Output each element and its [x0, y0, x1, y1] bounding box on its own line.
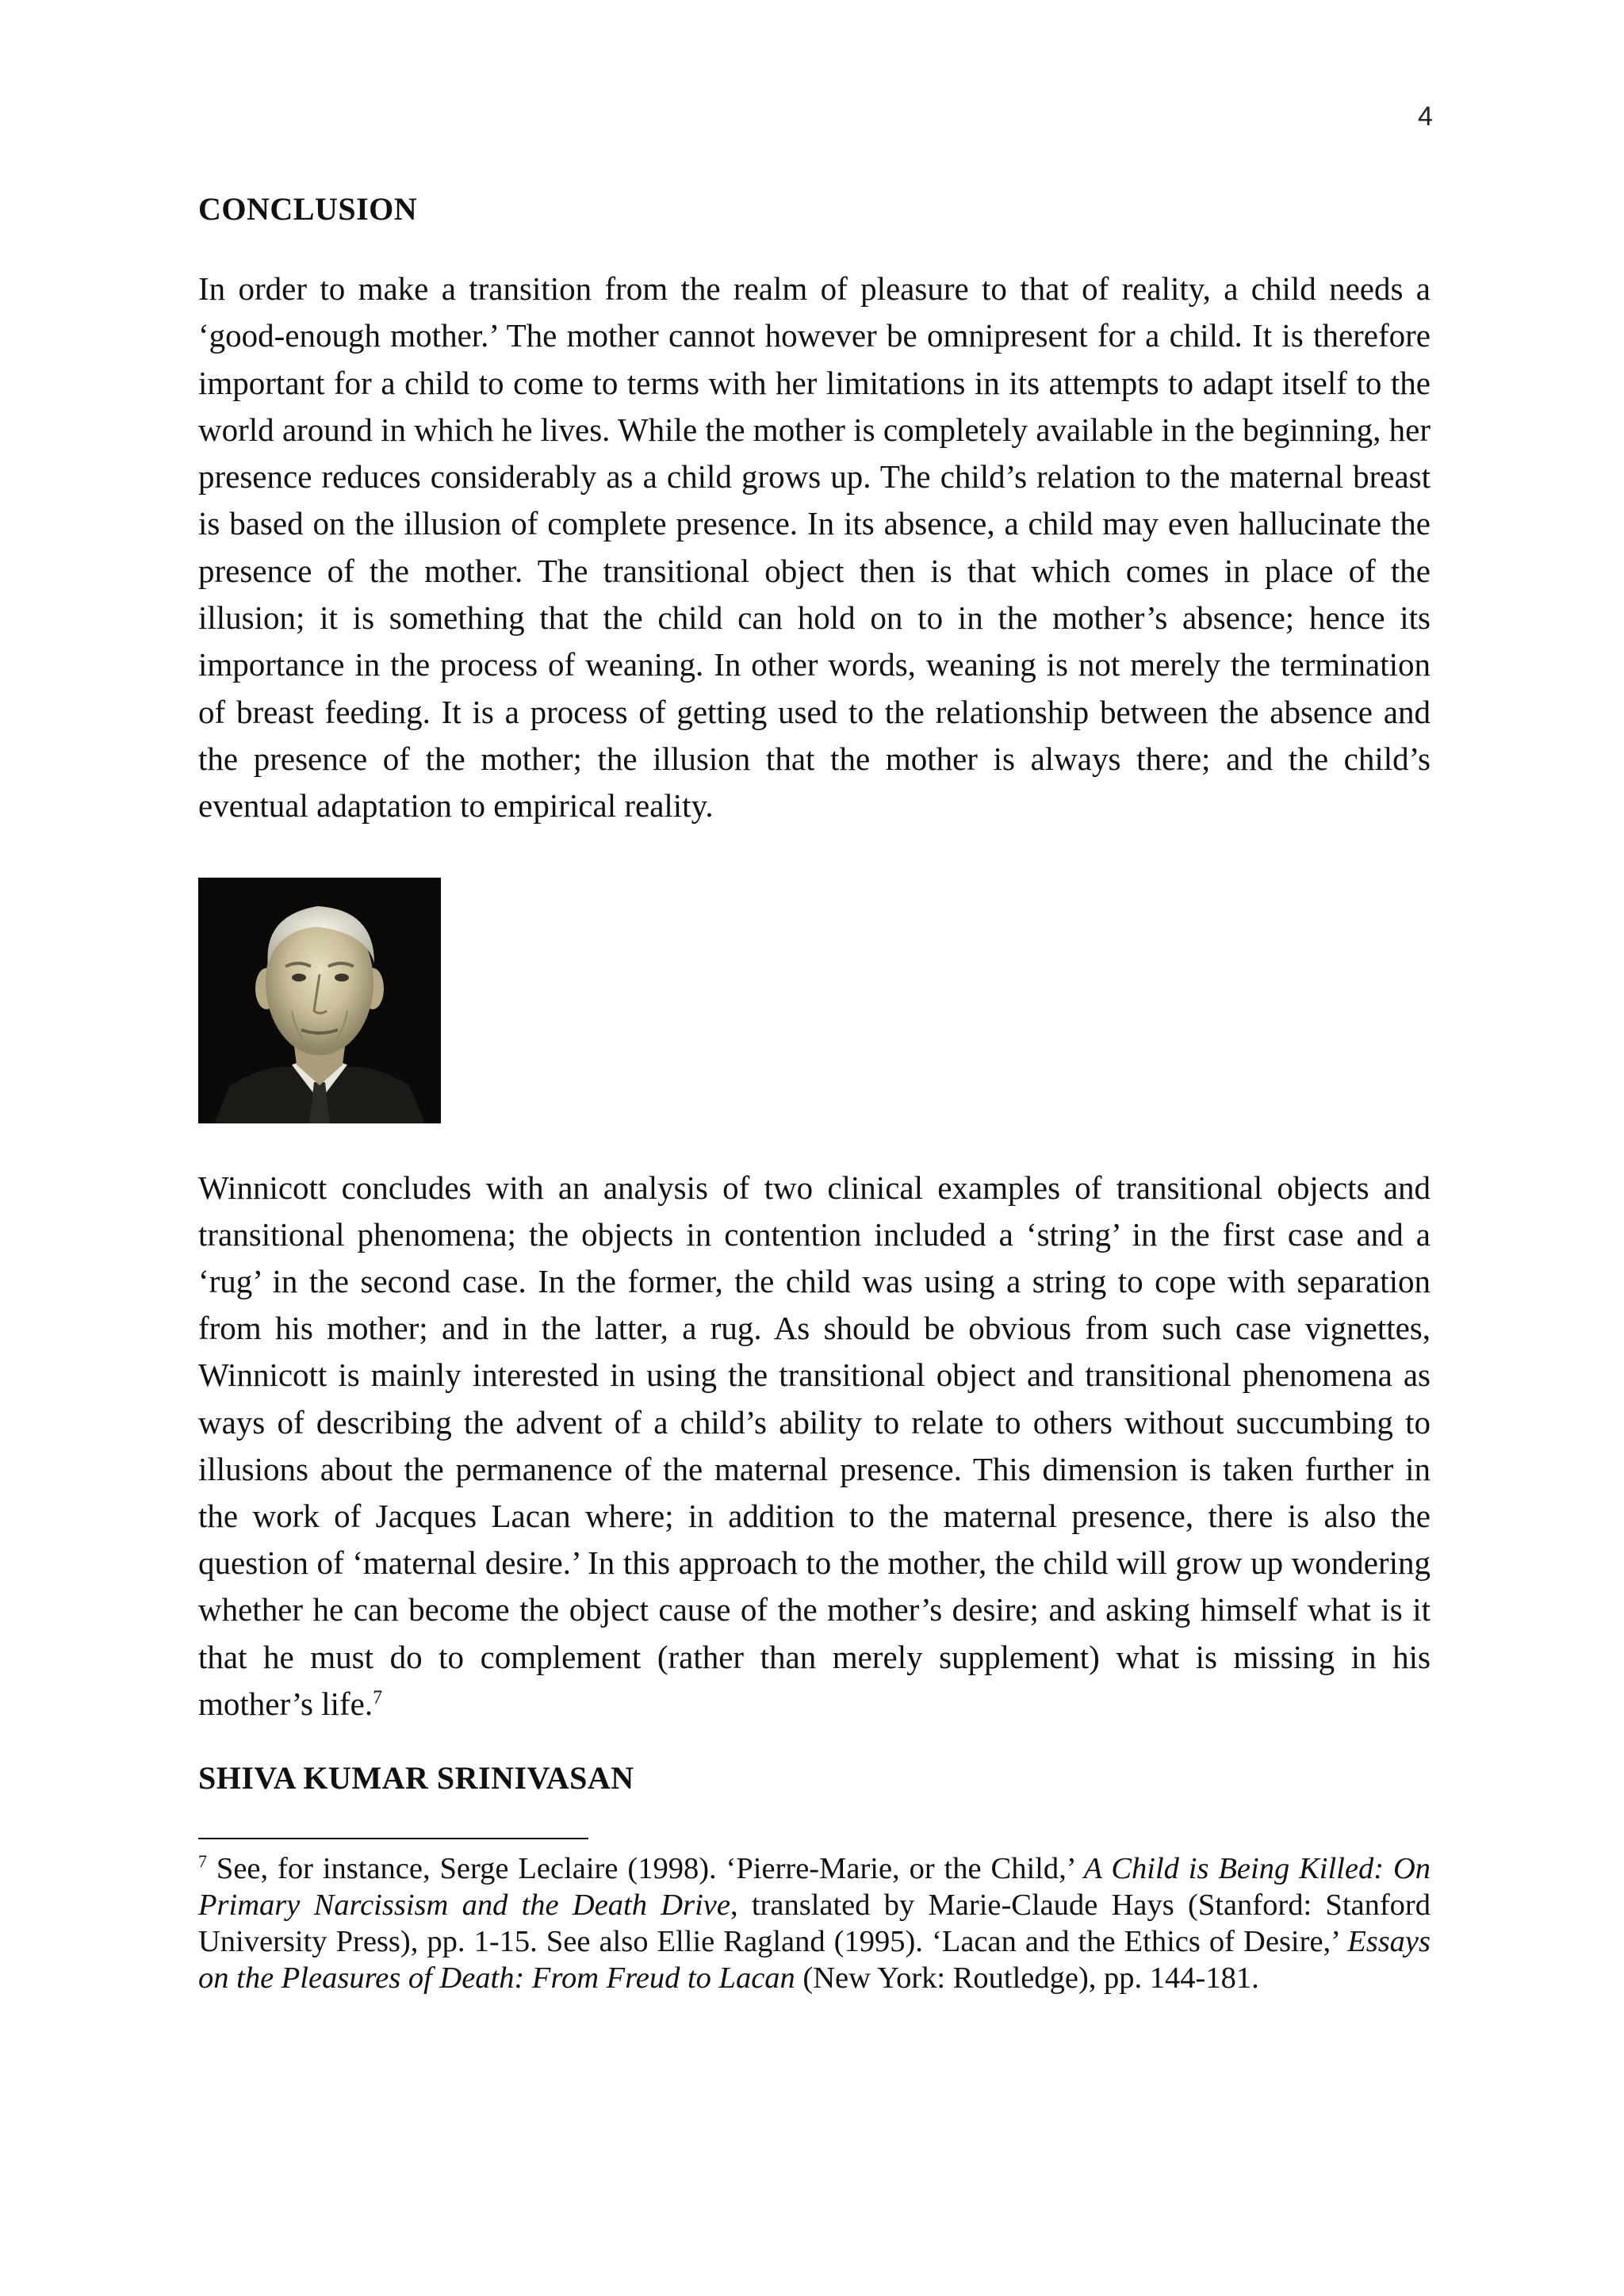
footnote-reference[interactable]: 7 — [373, 1687, 383, 1709]
author-name: SHIVA KUMAR SRINIVASAN — [198, 1760, 634, 1796]
paragraph-winnicott-text: Winnicott concludes with an analysis of two clinical examples of transitional objects and transitional phenomena; the objects in contention included a ‘string’ in the first case and a ‘rug’ in the second case. In the former, the child was using a string to cope with separation from his mother; and in the latter, a rug. As should be obvious from such case vignettes, Winnicott is mainly interested in using the transitional object and transitional phenomena as ways of describing the advent of a child’s ability to relate to others without succumbing to illusions about the permanence of the maternal presence. This dimension is taken further in the work of Jacques Lacan where; in addition to the maternal presence, there is also the question of ‘maternal desire.’ In this approach to the mother, the child will grow up wondering whether he can become the object cause of the mother’s desire; and asking himself what is it that he must do to complement (rather than merely supplement) what is missing in his mother’s life. — [198, 1169, 1431, 1722]
footnote-text-3: (New York: Routledge), pp. 144-181. — [795, 1961, 1259, 1995]
paragraph-conclusion: In order to make a transition from the realm of pleasure to that of reality, a child needs a ‘good-enough mother.’ The mother cannot however be omnipresent for a child. It is therefore important for a child to come to terms with her limitations in its attempts to adapt itself to the world around in which he lives. While the mother is completely available in the beginning, her presence reduces considerably as a child grows up. The child’s relation to the maternal breast is based on the illusion of complete presence. In its absence, a child may even hallucinate the presence of the mother. The transitional object then is that which comes in place of the illusion; it is something that the child can hold on to in the mother’s absence; hence its importance in the process of weaning. In other words, weaning is not merely the termination of breast feeding. It is a process of getting used to the relationship between the absence and the presence of the mother; the illusion that the mother is always there; and the child’s eventual adaptation to empirical reality. — [198, 270, 1431, 825]
footnote-marker: 7 — [198, 1851, 207, 1872]
footnote-book-title-2: Essays on the Pleasures of Death: From Freud to Lacan — [198, 1925, 1431, 1995]
portrait-image — [198, 878, 441, 1123]
page-number: 4 — [1418, 101, 1433, 132]
paragraph-winnicott — [198, 1165, 1431, 1728]
footnote-7 — [198, 1850, 1431, 1996]
footnote-text-2: , translated by Marie-Claude Hays (Stanford: Stanford University Press), pp. 1-15. See also Ellie Ragland (1995). ‘Lacan and the Ethics of Desire,’ — [198, 1888, 1431, 1958]
portrait-photo — [198, 878, 441, 1123]
footnote-divider — [198, 1838, 588, 1839]
footnote-book-title-1: A Child is Being Killed: On Primary Narcissism and the Death Drive — [198, 1852, 1431, 1922]
section-heading: CONCLUSION — [198, 191, 418, 227]
page-content — [198, 190, 1431, 1996]
footnote-text-1: See, for instance, Serge Leclaire (1998). ‘Pierre-Marie, or the Child,’ — [207, 1852, 1084, 1885]
